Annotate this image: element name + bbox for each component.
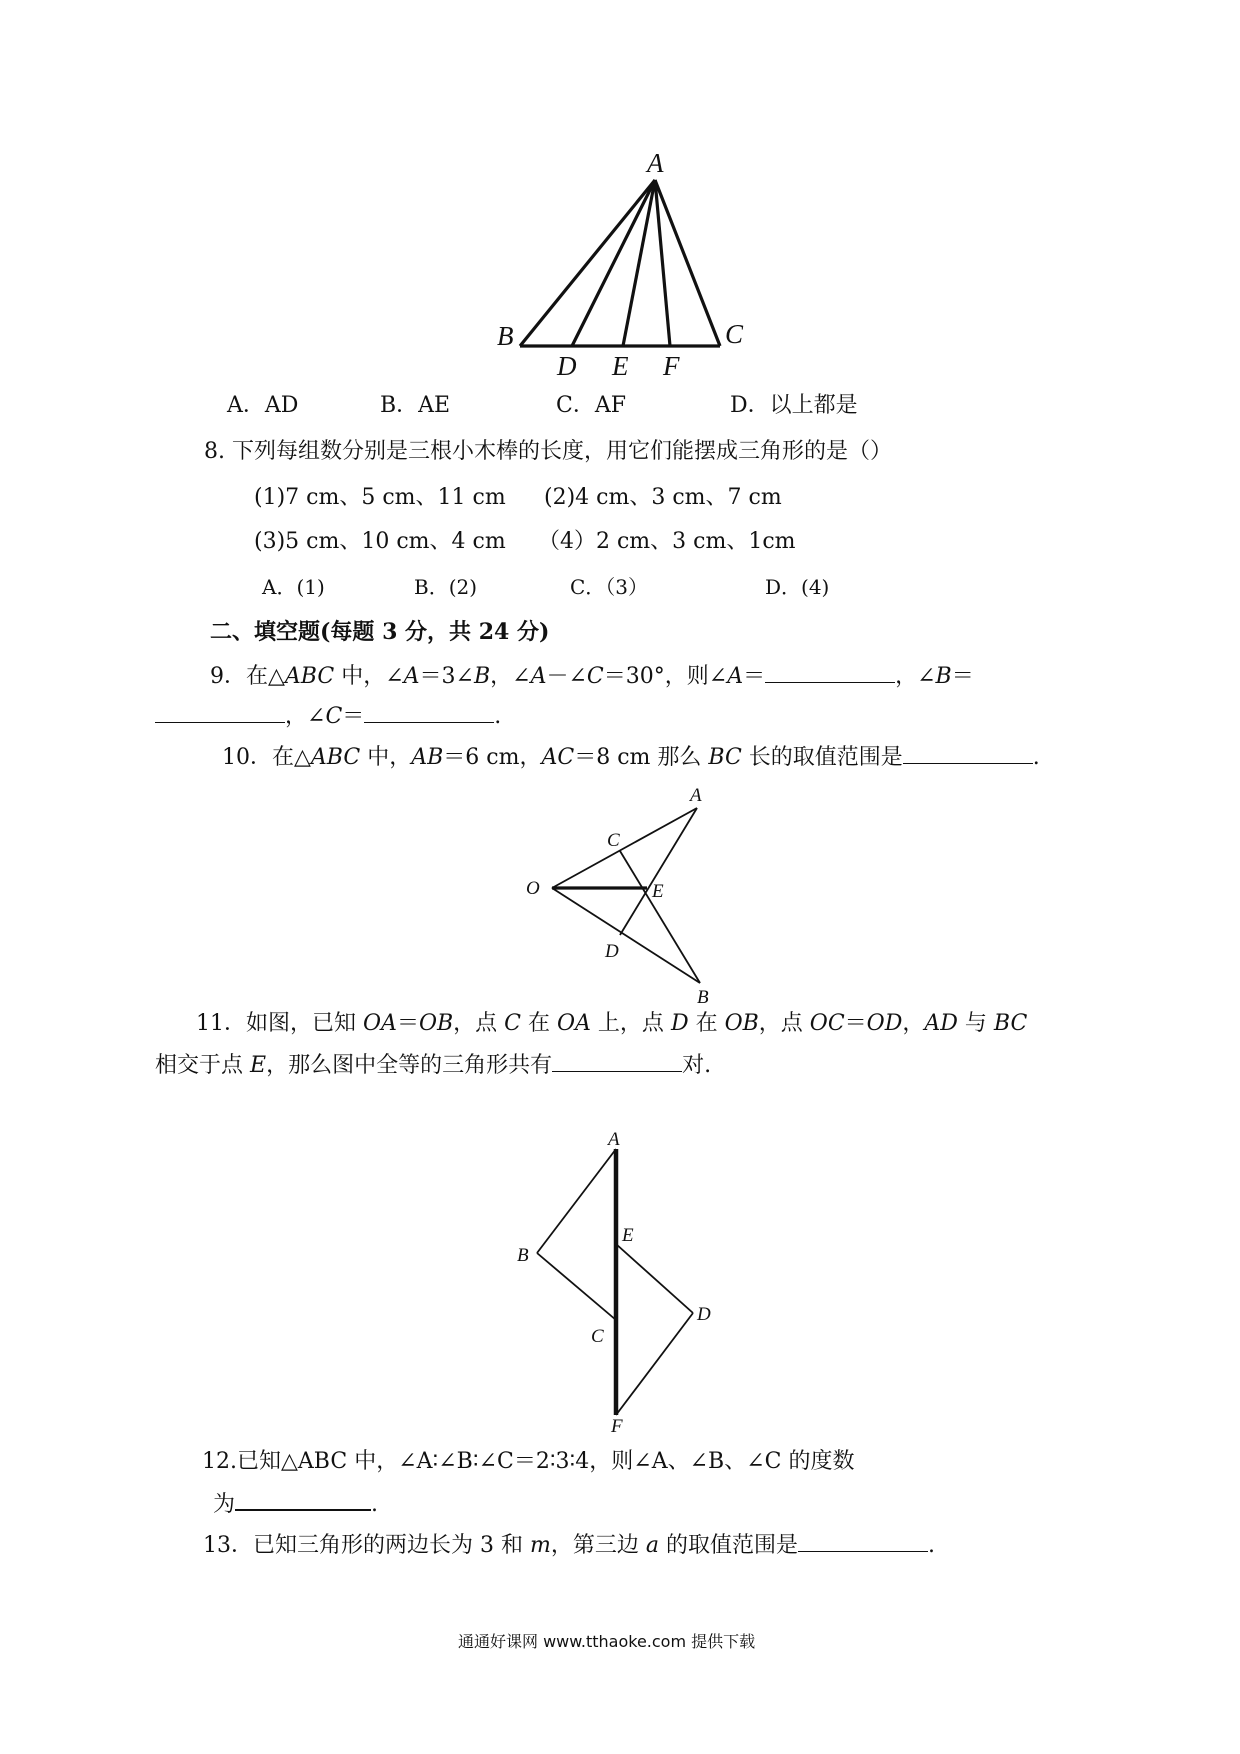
text: ， xyxy=(902,1011,925,1036)
segment-AB xyxy=(520,180,655,346)
var-OB: OB xyxy=(418,1011,454,1036)
segment-OB xyxy=(552,888,700,983)
var-OC: OC xyxy=(809,1011,845,1036)
var-C: C xyxy=(325,704,343,729)
var-A: A xyxy=(530,664,547,689)
q13-line xyxy=(203,1531,935,1561)
label-A: A xyxy=(690,785,702,806)
text: 中， xyxy=(360,745,412,770)
var-ABC: ABC xyxy=(284,664,335,689)
text: ，∠ xyxy=(490,664,531,689)
segment-DF xyxy=(616,1313,693,1415)
section-heading: 二、填空题(每题 3 分，共 24 分) xyxy=(210,619,550,645)
text: ＝ xyxy=(396,1011,419,1036)
var-ABC: ABC xyxy=(310,745,361,770)
label-D: D xyxy=(605,941,619,962)
answer-blank[interactable] xyxy=(765,662,895,683)
text: ，那么图中全等的三角形共有 xyxy=(266,1053,553,1078)
segment-AF xyxy=(655,180,670,346)
segment-BC xyxy=(537,1253,616,1320)
var-C: C xyxy=(586,664,604,689)
q8-option-d: D．(4) xyxy=(765,575,830,599)
text: 9．在△ xyxy=(210,664,285,689)
segment-OA xyxy=(552,808,697,888)
q8-group-2: (2)4 cm、3 cm、7 cm xyxy=(544,485,782,510)
label-F: F xyxy=(611,1416,623,1437)
text: ，∠ xyxy=(895,664,936,689)
segment-AE xyxy=(623,180,655,346)
text: . xyxy=(1032,745,1040,770)
text: 相交于点 xyxy=(155,1053,250,1078)
var-AC: AC xyxy=(541,745,575,770)
q7-option-b: B．AE xyxy=(380,393,451,418)
text: 在 xyxy=(521,1011,557,1036)
segment-AD xyxy=(620,808,697,935)
text: 11．如图，已知 xyxy=(196,1011,363,1036)
segment-AB xyxy=(537,1149,616,1253)
q8-option-c: C．（3） xyxy=(570,575,649,599)
var-m: m xyxy=(529,1533,551,1558)
text: 与 xyxy=(957,1011,994,1036)
segment-BC xyxy=(620,851,700,983)
label-B: B xyxy=(697,987,709,1008)
q8-option-a: A．(1) xyxy=(262,575,325,599)
q11-line-1 xyxy=(196,1009,1027,1039)
text: ＝ xyxy=(342,704,365,729)
q8-group-3: (3)5 cm、10 cm、4 cm xyxy=(254,529,506,554)
text: . xyxy=(927,1533,935,1558)
text: ＝6 cm， xyxy=(443,745,542,770)
var-AD: AD xyxy=(924,1011,958,1036)
var-C: C xyxy=(504,1011,521,1036)
label-O: O xyxy=(526,878,540,899)
var-B: B xyxy=(935,664,952,689)
answer-blank[interactable] xyxy=(155,702,285,723)
page-footer: 通通好课网 www.tthaoke.com 提供下载 xyxy=(458,1632,756,1651)
text: . xyxy=(494,704,502,729)
text: 13．已知三角形的两边长为 3 和 xyxy=(203,1533,530,1558)
q7-option-a: A．AD xyxy=(227,393,299,418)
var-B: B xyxy=(473,664,491,689)
q9-line-1 xyxy=(210,662,974,692)
label-C: C xyxy=(725,319,744,349)
text: 对. xyxy=(682,1053,712,1078)
text: 10．在△ xyxy=(222,745,311,770)
label-D: D xyxy=(557,351,577,381)
var-OD: OD xyxy=(866,1011,903,1036)
text: ＝3∠ xyxy=(419,664,474,689)
q12-line-1: 12.已知△ABC 中，∠A∶∠B∶∠C＝2∶3∶4，则∠A、∠B、∠C 的度数 xyxy=(202,1449,855,1474)
label-F: F xyxy=(663,351,680,381)
q7-option-c: C．AF xyxy=(556,393,626,418)
text: 为 xyxy=(213,1492,236,1517)
text: －∠ xyxy=(546,664,587,689)
label-B: B xyxy=(517,1245,529,1266)
answer-blank[interactable] xyxy=(235,1489,371,1511)
var-BC: BC xyxy=(708,745,742,770)
text: 长的取值范围是 xyxy=(741,745,903,770)
label-D: D xyxy=(697,1304,711,1325)
q8-group-1: (1)7 cm、5 cm、11 cm xyxy=(254,485,506,510)
q7-option-d: D．以上都是 xyxy=(730,393,858,418)
text: ＝ xyxy=(743,664,766,689)
label-C: C xyxy=(607,830,620,851)
label-E: E xyxy=(612,351,629,381)
answer-blank[interactable] xyxy=(552,1051,682,1072)
answer-blank[interactable] xyxy=(798,1531,928,1552)
label-B: B xyxy=(497,321,514,351)
text: 的取值范围是 xyxy=(658,1533,798,1558)
text: 上，点 xyxy=(590,1011,671,1036)
text: . xyxy=(371,1492,379,1517)
q8-stem: 8. 下列每组数分别是三根小木棒的长度，用它们能摆成三角形的是（） xyxy=(204,439,892,464)
label-C: C xyxy=(591,1326,604,1347)
label-E: E xyxy=(652,881,664,902)
answer-blank[interactable] xyxy=(364,702,494,723)
q9-line-2 xyxy=(155,702,501,732)
text: ，∠ xyxy=(285,704,326,729)
label-A: A xyxy=(608,1129,620,1150)
q8-option-b: B．(2) xyxy=(414,575,478,599)
text: 中，∠ xyxy=(334,664,404,689)
q8-group-4: （4）2 cm、3 cm、1cm xyxy=(538,529,796,554)
var-BC: BC xyxy=(993,1011,1028,1036)
var-A: A xyxy=(403,664,420,689)
var-OB: OB xyxy=(724,1011,759,1036)
var-E: E xyxy=(250,1053,267,1078)
var-OA: OA xyxy=(557,1011,591,1036)
segment-AC xyxy=(655,180,720,346)
q10-line xyxy=(222,743,1040,773)
q12-line-2 xyxy=(213,1489,378,1520)
text: ，点 xyxy=(758,1011,810,1036)
segment-ED xyxy=(616,1244,693,1313)
text: ＝30°，则∠ xyxy=(603,664,728,689)
answer-blank[interactable] xyxy=(903,743,1033,764)
label-E: E xyxy=(622,1225,634,1246)
var-a: a xyxy=(645,1533,659,1558)
text: ＝ xyxy=(951,664,974,689)
var-OA: OA xyxy=(363,1011,397,1036)
q11-line-2 xyxy=(155,1051,711,1081)
var-A: A xyxy=(727,664,744,689)
segment-AD xyxy=(572,180,655,346)
text: ＝ xyxy=(844,1011,867,1036)
label-A: A xyxy=(647,148,664,178)
text: ＝8 cm 那么 xyxy=(574,745,709,770)
text: ，点 xyxy=(453,1011,505,1036)
text: 在 xyxy=(688,1011,725,1036)
var-AB: AB xyxy=(411,745,444,770)
text: ，第三边 xyxy=(550,1533,646,1558)
var-D: D xyxy=(670,1011,689,1036)
